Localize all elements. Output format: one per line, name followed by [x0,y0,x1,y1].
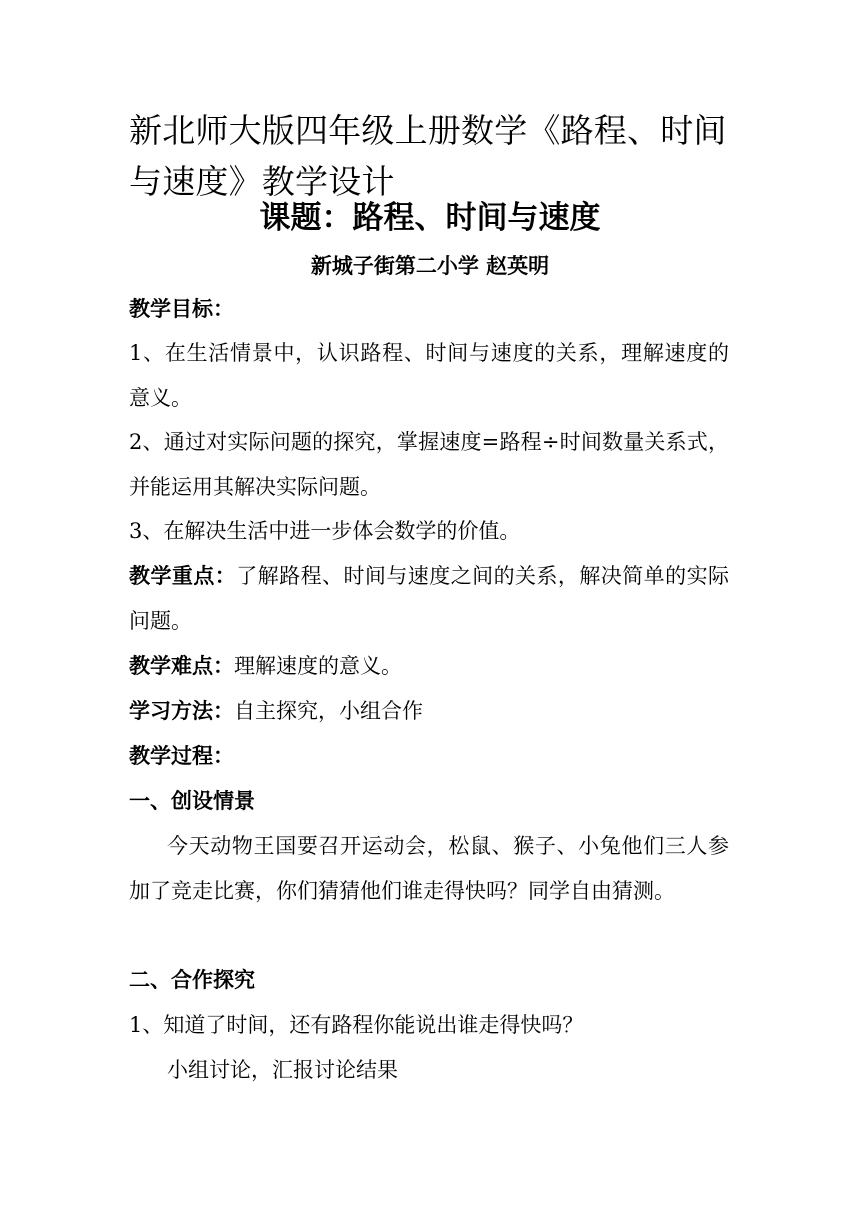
author-line: 新城子街第二小学 赵英明 [310,254,550,278]
objective-item-3: 3、在解决生活中进一步体会数学的价值。 [129,519,521,543]
objective-item-2: 2、通过对实际问题的探究，掌握速度=路程÷时间数量关系式，并能运用其解决实际问题。 [129,430,729,499]
section-2-item-1-note: 小组讨论，汇报讨论结果 [167,1058,398,1082]
document-title: 新北师大版四年级上册数学《路程、时间与速度》教学设计 [129,111,727,201]
difficulty-paragraph [129,644,729,689]
section-1-heading: 一、创设情景 [129,789,255,813]
key-point-text: 了解路程、时间与速度之间的关系，解决简单的实际问题。 [129,564,730,633]
section-2-heading: 二、合作探究 [129,968,255,992]
objective-item-1: 1、在生活情景中，认识路程、时间与速度的关系，理解速度的意义。 [129,341,729,410]
key-point-label: 教学重点： [129,564,237,588]
method-label: 学习方法： [129,699,234,723]
objectives-heading: 教学目标： [129,297,234,321]
difficulty-label: 教学难点： [129,654,234,678]
section-2-item-1: 1、知道了时间，还有路程你能说出谁走得快吗？ [129,1013,584,1037]
process-heading: 教学过程： [129,744,234,768]
difficulty-text: 理解速度的意义。 [234,654,402,678]
lesson-subject: 课题：路程、时间与速度 [259,200,601,236]
key-point-paragraph [129,554,729,644]
section-1-text: 今天动物王国要召开运动会，松鼠、猴子、小兔他们三人参加了竞走比赛，你们猜猜他们谁走得快吗？同学自由猜测。 [129,834,729,903]
method-paragraph [129,689,729,734]
method-text: 自主探究，小组合作 [234,699,423,723]
